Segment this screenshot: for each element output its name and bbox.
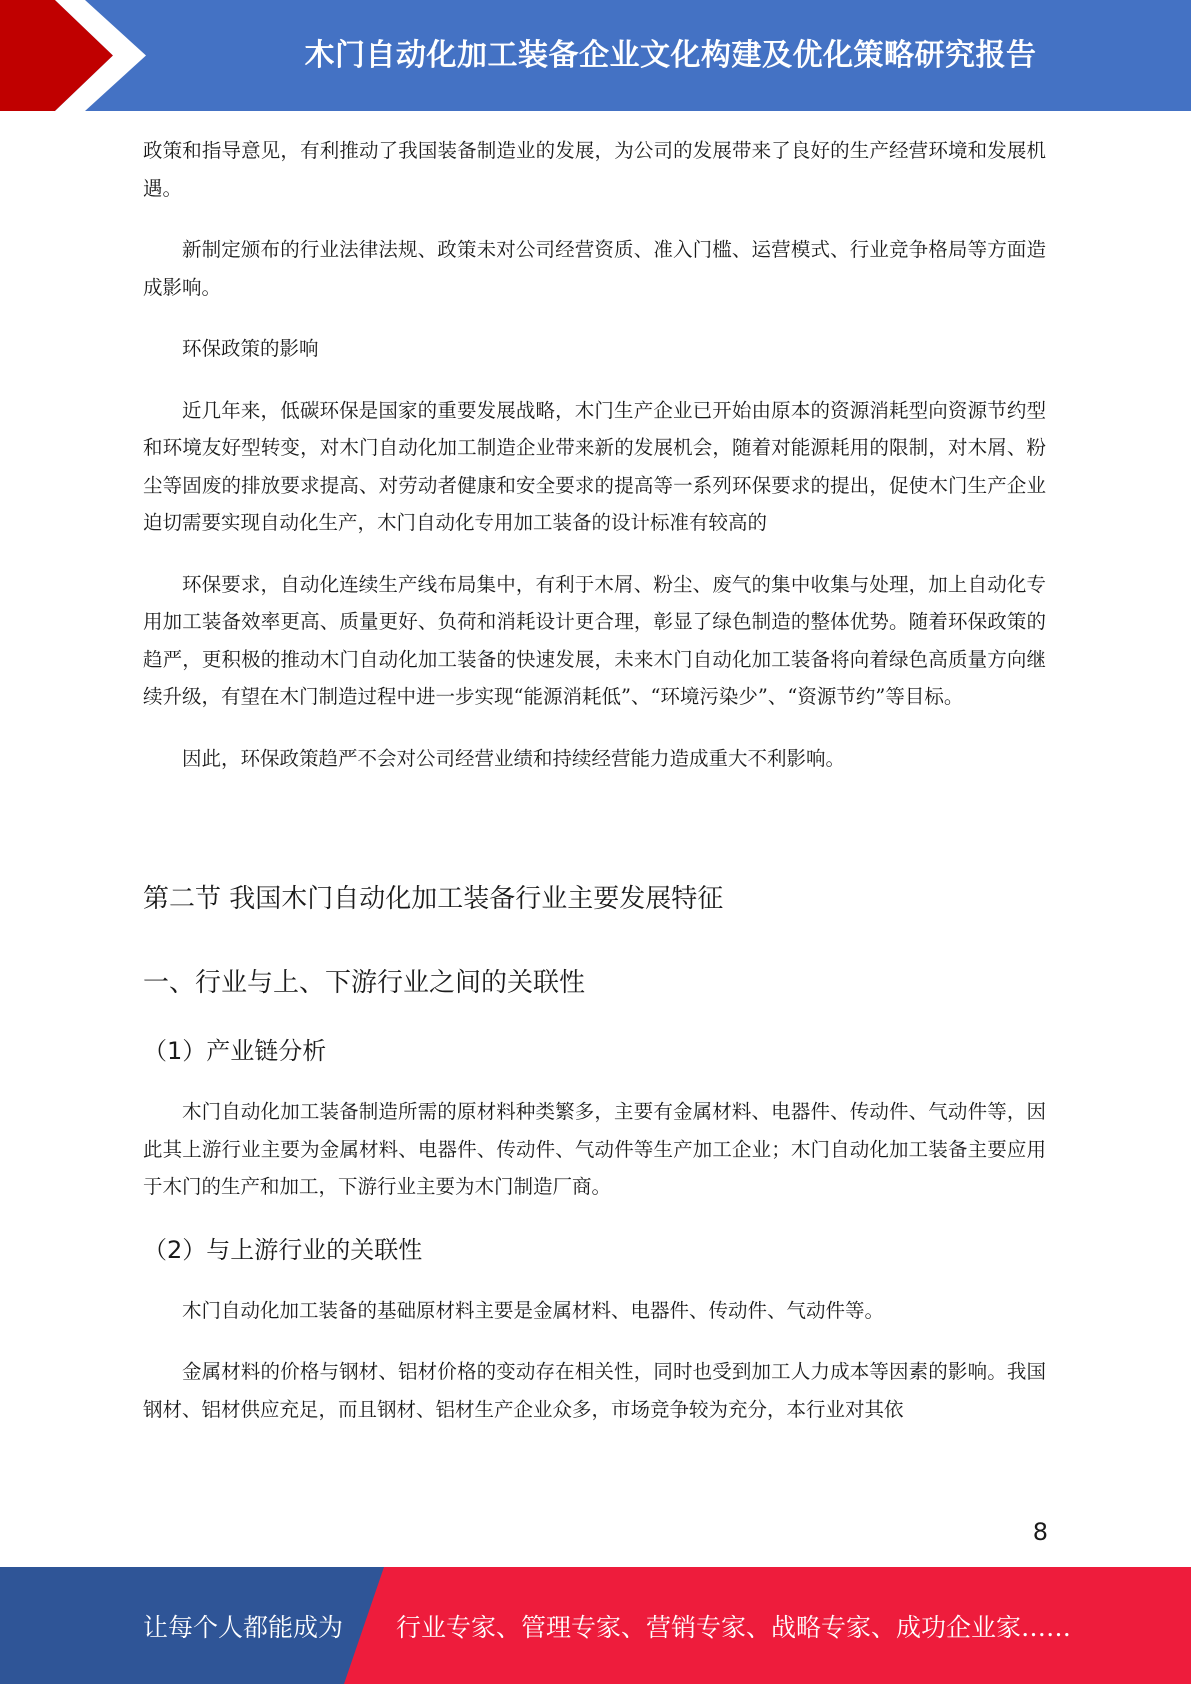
page-header <box>0 0 1191 111</box>
section-heading: 第二节 我国木门自动化加工装备行业主要发展特征 <box>143 884 724 914</box>
paragraph-raw-materials: 木门自动化加工装备制造所需的原材料种类繁多，主要有金属材料、电器件、传动件、气动件等，因此其上游行业主要为金属材料、电器件、传动件、气动件等生产加工企业；木门自动化加工装备主要应用于木门的生产和加工，下游行业主要为木门制造厂商。 <box>143 1100 1046 1198</box>
subheading-industry-relations: 一、行业与上、下游行业之间的关联性 <box>143 968 586 998</box>
page-number: 8 <box>1032 1518 1048 1546</box>
paragraph-env-policy-label: 环保政策的影响 <box>182 337 319 360</box>
report-title: 木门自动化加工装备企业文化构建及优化策略研究报告 <box>304 37 1037 73</box>
paragraph-metal-prices: 金属材料的价格与钢材、铝材价格的变动存在相关性，同时也受到加工人力成本等因素的影响。我国钢材、铝材供应充足，而且钢材、铝材生产企业众多，市场竞争较为充分，本行业对其依 <box>143 1360 1046 1421</box>
footer-slogan-right: 行业专家、管理专家、营销专家、战略专家、成功企业家…… <box>396 1612 1072 1642</box>
paragraph-basic-materials: 木门自动化加工装备的基础原材料主要是金属材料、电器件、传动件、气动件等。 <box>182 1298 885 1322</box>
section-spacer <box>143 801 1046 879</box>
subheading-upstream: （2）与上游行业的关联性 <box>143 1235 423 1264</box>
footer-slogan-left: 让每个人都能成为 <box>143 1612 344 1642</box>
subheading-value-chain: （1）产业链分析 <box>143 1037 327 1065</box>
paragraph-conclusion: 因此，环保政策趋严不会对公司经营业绩和持续经营能力造成重大不利影响。 <box>182 746 846 770</box>
document-body <box>143 132 1046 1452</box>
page-footer <box>0 1567 1191 1684</box>
paragraph-low-carbon: 近几年来，低碳环保是国家的重要发展战略，木门生产企业已开始由原本的资源消耗型向资源节约型和环境友好型转变，对木门自动化加工制造企业带来新的发展机会，随着对能源耗用的限制，对木屑、粉尘等固废的排放要求提高、对劳动者健康和安全要求的提高等一系列环保要求的提出，促使木门生产企业迫切需要实现自动化生产，木门自动化专用加工装备的设计标准有较高的 <box>143 398 1046 534</box>
paragraph-new-regulations: 新制定颁布的行业法律法规、政策未对公司经营资质、准入门槛、运营模式、行业竞争格局等方面造成影响。 <box>143 238 1046 299</box>
header-arrow-decoration <box>0 0 150 111</box>
paragraph-env-requirements: 环保要求，自动化连续生产线布局集中，有利于木屑、粉尘、废气的集中收集与处理，加上自动化专用加工装备效率更高、质量更好、负荷和消耗设计更合理，彰显了绿色制造的整体优势。随着环保政策的趋严，更积极的推动木门自动化加工装备的快速发展，未来木门自动化加工装备将向着绿色高质量方向继续升级，有望在木门制造过程中进一步实现“能源消耗低”、“环境污染少”、“资源节约”等目标。 <box>143 572 1046 708</box>
paragraph-policy-continuation: 政策和指导意见，有利推动了我国装备制造业的发展，为公司的发展带来了良好的生产经营环境和发展机遇。 <box>143 139 1046 200</box>
